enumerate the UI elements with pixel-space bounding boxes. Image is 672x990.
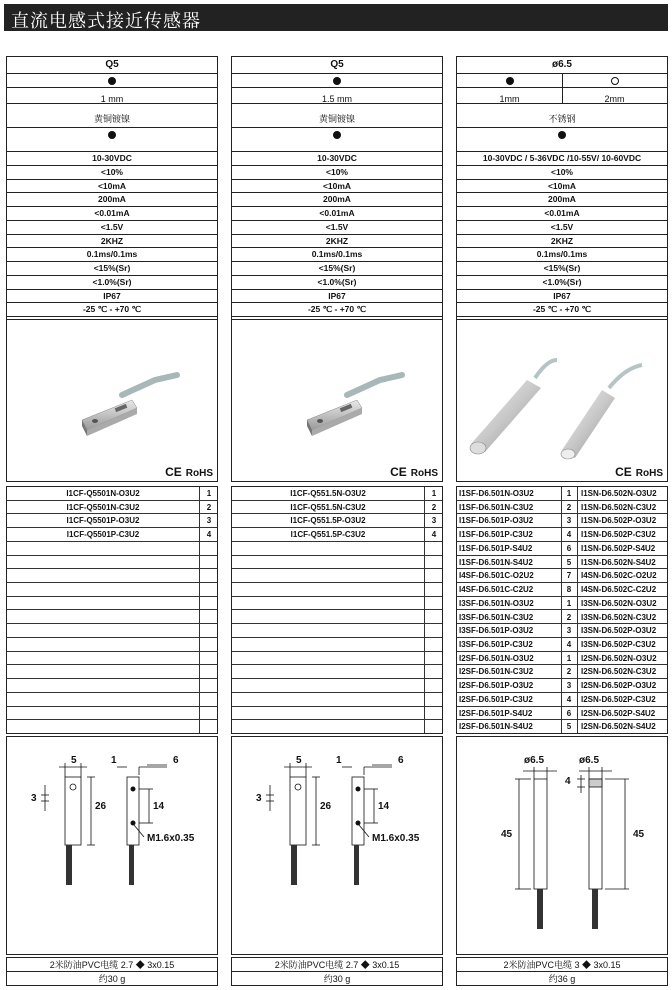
model-code-nonflush: I1SN-D6.502N-C3U2 bbox=[581, 502, 657, 512]
table-row bbox=[7, 501, 217, 515]
wiring-number: 3 bbox=[566, 516, 572, 526]
model-code-nonflush: I1SN-D6.502N-O3U2 bbox=[581, 489, 657, 498]
table-row bbox=[232, 542, 442, 556]
table-row bbox=[457, 597, 667, 611]
model-code: I3SF-D6.501P-C3U2 bbox=[459, 639, 533, 649]
table-row bbox=[457, 611, 667, 625]
spec-row: 0.1ms/0.1ms bbox=[7, 248, 217, 262]
model-code-nonflush: I3SN-D6.502N-C3U2 bbox=[581, 612, 657, 622]
table-row bbox=[7, 624, 217, 638]
spec-row: <1.5V bbox=[457, 221, 667, 235]
spec-table bbox=[231, 56, 443, 152]
model-header: ø6.5 bbox=[457, 57, 667, 74]
model-code-nonflush: I1SN-D6.502P-O3U2 bbox=[581, 516, 657, 526]
dim-hole-14: 14 bbox=[378, 801, 390, 812]
ce-mark: CE bbox=[390, 465, 407, 479]
model-code: I1CF-Q551.5N-C3U2 bbox=[290, 502, 366, 512]
model-code: I1CF-Q551.5N-O3U2 bbox=[290, 489, 366, 498]
wiring-number: 4 bbox=[566, 639, 572, 649]
output-dot-icon bbox=[108, 131, 116, 139]
table-row bbox=[232, 624, 442, 638]
table-row bbox=[232, 652, 442, 666]
table-row bbox=[457, 528, 667, 542]
model-code: I1CF-Q5501P-C3U2 bbox=[66, 530, 140, 540]
table-row bbox=[7, 583, 217, 597]
wiring-number: 2 bbox=[566, 667, 572, 677]
output-row bbox=[7, 128, 217, 142]
model-code: I1CF-Q5501N-C3U2 bbox=[66, 502, 140, 512]
spec-row: IP67 bbox=[7, 290, 217, 304]
title-bar bbox=[4, 4, 668, 31]
wiring-number: 1 bbox=[431, 489, 437, 498]
column-q5-1-5mm bbox=[231, 56, 443, 990]
table-row bbox=[457, 679, 667, 693]
divider bbox=[562, 74, 563, 87]
table-row bbox=[457, 652, 667, 666]
page-title: 直流电感式接近传感器 bbox=[11, 11, 201, 32]
wiring-number: 4 bbox=[566, 530, 572, 540]
spec-row: <10mA bbox=[232, 180, 442, 194]
spec-row: <10% bbox=[457, 166, 667, 180]
sensor-photo bbox=[457, 320, 667, 465]
model-code-nonflush: I1SN-D6.502P-C3U2 bbox=[581, 530, 656, 540]
table-row bbox=[457, 569, 667, 583]
model-code-nonflush: I2SN-D6.502P-C3U2 bbox=[581, 694, 656, 704]
dim-offset-1: 1 bbox=[336, 755, 342, 766]
model-code: I2SF-D6.501N-S4U2 bbox=[459, 722, 533, 732]
product-image-panel bbox=[231, 319, 443, 482]
model-code: I4SF-D6.501C-C2U2 bbox=[459, 585, 534, 595]
spec-row: <15%(Sr) bbox=[7, 262, 217, 276]
model-code: I3SF-D6.501N-O3U2 bbox=[459, 598, 534, 608]
mount-row bbox=[232, 74, 442, 88]
wiring-number: 7 bbox=[566, 571, 572, 581]
mount-row bbox=[7, 74, 217, 88]
table-row bbox=[232, 611, 442, 625]
spec-row: -25 ℃ - +70 ℃ bbox=[232, 303, 442, 317]
output-dot-icon bbox=[333, 131, 341, 139]
spec-row: <1.5V bbox=[7, 221, 217, 235]
table-row bbox=[232, 665, 442, 679]
flush-mount-icon bbox=[506, 77, 514, 85]
table-row bbox=[7, 679, 217, 693]
wiring-number: 1 bbox=[206, 489, 212, 498]
model-code: I1SF-D6.501N-C3U2 bbox=[459, 502, 534, 512]
spec-row: 2KHZ bbox=[232, 235, 442, 249]
model-code-nonflush: I3SN-D6.502N-O3U2 bbox=[581, 598, 657, 608]
sensor-photo bbox=[7, 320, 217, 465]
spec-row: <10mA bbox=[7, 180, 217, 194]
nonflush-mount-icon bbox=[611, 77, 619, 85]
cable-spec: 2米防油PVC电缆 2.7 ◆ 3x0.15 bbox=[231, 957, 443, 972]
divider bbox=[562, 88, 563, 103]
model-code: I2SF-D6.501P-S4U2 bbox=[459, 708, 533, 718]
spec-row: <0.01mA bbox=[232, 207, 442, 221]
model-code: I2SF-D6.501P-O3U2 bbox=[459, 681, 534, 691]
mount-row bbox=[457, 74, 667, 88]
table-row bbox=[232, 583, 442, 597]
model-code: I1CF-Q5501P-O3U2 bbox=[66, 516, 140, 526]
table-row bbox=[457, 556, 667, 570]
sensing-distance: 1.5 mm bbox=[321, 94, 352, 104]
wiring-number: 6 bbox=[566, 708, 572, 718]
model-code-nonflush: I2SN-D6.502P-O3U2 bbox=[581, 681, 657, 691]
rohs-mark: RoHS bbox=[635, 468, 663, 479]
model-code-nonflush: I3SN-D6.502P-C3U2 bbox=[581, 639, 656, 649]
table-row bbox=[232, 569, 442, 583]
model-code-nonflush: I2SN-D6.502N-C3U2 bbox=[581, 667, 657, 677]
spec-row: IP67 bbox=[457, 290, 667, 304]
wiring-number: 1 bbox=[566, 598, 572, 608]
table-row bbox=[7, 720, 217, 734]
sensing-distance-1: 1mm bbox=[499, 94, 520, 104]
table-row bbox=[457, 542, 667, 556]
cert-marks bbox=[390, 465, 438, 479]
model-code: I3SF-D6.501N-C3U2 bbox=[459, 612, 534, 622]
distance-row bbox=[7, 88, 217, 104]
table-row bbox=[457, 624, 667, 638]
ce-mark: CE bbox=[615, 465, 632, 479]
model-code-nonflush: I1SN-D6.502N-S4U2 bbox=[581, 557, 656, 567]
rohs-mark: RoHS bbox=[185, 468, 213, 479]
spec-row: 2KHZ bbox=[7, 235, 217, 249]
model-code-nonflush: I2SN-D6.502P-S4U2 bbox=[581, 708, 656, 718]
dim-width-5: 5 bbox=[296, 755, 302, 766]
model-code: I2SF-D6.501N-C3U2 bbox=[459, 667, 534, 677]
material-row: 不锈钢 bbox=[457, 112, 667, 128]
dim-pitch-6: 6 bbox=[173, 755, 179, 766]
wiring-number: 5 bbox=[566, 557, 572, 567]
table-row bbox=[7, 611, 217, 625]
dim-pitch-6: 6 bbox=[398, 755, 404, 766]
spec-row: <10% bbox=[7, 166, 217, 180]
material-row: 黄铜镀镍 bbox=[7, 112, 217, 128]
table-row bbox=[457, 583, 667, 597]
spec-table bbox=[456, 56, 668, 152]
rohs-mark: RoHS bbox=[410, 468, 438, 479]
wiring-number: 1 bbox=[566, 489, 572, 498]
spec-row: <10mA bbox=[457, 180, 667, 194]
spec-row: 10-30VDC bbox=[232, 152, 442, 166]
table-row bbox=[232, 720, 442, 734]
spec-row: <1.0%(Sr) bbox=[7, 276, 217, 290]
spec-row: <1.0%(Sr) bbox=[232, 276, 442, 290]
dim-hole-14: 14 bbox=[153, 801, 165, 812]
table-row bbox=[232, 514, 442, 528]
model-code: I1CF-Q551.5P-O3U2 bbox=[290, 516, 366, 526]
table-row bbox=[457, 487, 667, 501]
table-row bbox=[7, 487, 217, 501]
wiring-number: 4 bbox=[206, 530, 212, 540]
table-row bbox=[457, 720, 667, 734]
dim-length-26: 26 bbox=[320, 801, 332, 812]
table-row bbox=[457, 501, 667, 515]
model-list bbox=[231, 486, 443, 734]
sensing-distance-2: 2mm bbox=[604, 94, 625, 104]
spec-row: 10-30VDC bbox=[7, 152, 217, 166]
cable-spec: 2米防油PVC电缆 2.7 ◆ 3x0.15 bbox=[6, 957, 218, 972]
table-row bbox=[7, 514, 217, 528]
spec-row: <1.0%(Sr) bbox=[457, 276, 667, 290]
table-row bbox=[457, 665, 667, 679]
table-row bbox=[7, 556, 217, 570]
table-row bbox=[7, 652, 217, 666]
spec-row: 200mA bbox=[457, 193, 667, 207]
sensing-distance: 1 mm bbox=[100, 94, 124, 104]
dim-sensing-face: 4 bbox=[565, 776, 571, 787]
dimension-drawing bbox=[6, 736, 218, 955]
dimension-svg bbox=[232, 737, 442, 954]
weight: 约36 g bbox=[456, 971, 668, 986]
dimension-drawing bbox=[456, 736, 668, 955]
model-code-nonflush: I1SN-D6.502P-S4U2 bbox=[581, 543, 656, 553]
column-d6-5 bbox=[456, 56, 668, 990]
spec-row: 2KHZ bbox=[457, 235, 667, 249]
dim-thread: M1.6x0.35 bbox=[147, 833, 195, 844]
wiring-number: 2 bbox=[566, 612, 572, 622]
model-code: I1CF-Q551.5P-C3U2 bbox=[290, 530, 366, 540]
wiring-number: 4 bbox=[431, 530, 437, 540]
model-code: I4SF-D6.501C-O2U2 bbox=[459, 571, 534, 581]
model-code: I3SF-D6.501P-O3U2 bbox=[459, 626, 534, 636]
model-header: Q5 bbox=[232, 57, 442, 74]
model-code-nonflush: I3SN-D6.502P-O3U2 bbox=[581, 626, 657, 636]
table-row bbox=[7, 638, 217, 652]
spec-row: <0.01mA bbox=[7, 207, 217, 221]
wiring-number: 3 bbox=[206, 516, 212, 526]
wiring-number: 2 bbox=[431, 502, 437, 512]
dim-depth-3: 3 bbox=[31, 793, 37, 804]
flush-mount-icon bbox=[108, 77, 116, 85]
wiring-number: 2 bbox=[566, 502, 572, 512]
distance-row bbox=[232, 88, 442, 104]
table-row bbox=[457, 707, 667, 721]
spec-row: -25 ℃ - +70 ℃ bbox=[457, 303, 667, 317]
weight: 约30 g bbox=[6, 971, 218, 986]
model-header: Q5 bbox=[7, 57, 217, 74]
model-code: I1CF-Q5501N-O3U2 bbox=[66, 489, 140, 498]
spec-row: <15%(Sr) bbox=[232, 262, 442, 276]
model-code-nonflush: I2SN-D6.502N-O3U2 bbox=[581, 653, 657, 663]
table-row bbox=[7, 693, 217, 707]
product-image-panel bbox=[456, 319, 668, 482]
wiring-number: 6 bbox=[566, 543, 572, 553]
table-row bbox=[7, 569, 217, 583]
spec-row: -25 ℃ - +70 ℃ bbox=[7, 303, 217, 317]
table-row bbox=[457, 514, 667, 528]
dim-diameter-left: ø6.5 bbox=[524, 755, 545, 766]
wiring-number: 8 bbox=[566, 585, 572, 595]
dim-length-26: 26 bbox=[95, 801, 107, 812]
model-code-nonflush: I2SN-D6.502N-S4U2 bbox=[581, 722, 656, 732]
model-list bbox=[456, 486, 668, 734]
dim-length-left: 45 bbox=[501, 829, 513, 840]
weight: 约30 g bbox=[231, 971, 443, 986]
wiring-number: 5 bbox=[566, 722, 572, 732]
table-row bbox=[232, 487, 442, 501]
model-code: I1SF-D6.501P-C3U2 bbox=[459, 530, 533, 540]
wiring-number: 4 bbox=[566, 694, 572, 704]
spec-row: 200mA bbox=[7, 193, 217, 207]
spec-row: 0.1ms/0.1ms bbox=[457, 248, 667, 262]
spec-row: <10% bbox=[232, 166, 442, 180]
cert-marks bbox=[165, 465, 213, 479]
output-dot-icon bbox=[558, 131, 566, 139]
dim-diameter-right: ø6.5 bbox=[579, 755, 600, 766]
spec-row: IP67 bbox=[232, 290, 442, 304]
table-row bbox=[7, 665, 217, 679]
spec-row: <15%(Sr) bbox=[457, 262, 667, 276]
table-row bbox=[232, 501, 442, 515]
column-q5-1mm bbox=[6, 56, 218, 990]
ce-mark: CE bbox=[165, 465, 182, 479]
model-code-nonflush: I4SN-D6.502C-C2U2 bbox=[581, 585, 657, 595]
table-row bbox=[7, 597, 217, 611]
wiring-number: 3 bbox=[566, 626, 572, 636]
model-code: I1SF-D6.501P-S4U2 bbox=[459, 543, 533, 553]
table-row bbox=[457, 693, 667, 707]
dimension-svg bbox=[457, 737, 667, 954]
model-code: I1SF-D6.501N-S4U2 bbox=[459, 557, 533, 567]
dim-width-5: 5 bbox=[71, 755, 77, 766]
table-row bbox=[232, 679, 442, 693]
wiring-number: 3 bbox=[566, 681, 572, 691]
dim-offset-1: 1 bbox=[111, 755, 117, 766]
distance-row bbox=[457, 88, 667, 104]
spec-row: 10-30VDC / 5-36VDC /10-55V/ 10-60VDC bbox=[457, 152, 667, 166]
table-row bbox=[7, 528, 217, 542]
spec-row: 200mA bbox=[232, 193, 442, 207]
material-row: 黄铜镀镍 bbox=[232, 112, 442, 128]
table-row bbox=[232, 707, 442, 721]
model-code-nonflush: I4SN-D6.502C-O2U2 bbox=[581, 571, 657, 581]
model-code: I2SF-D6.501N-O3U2 bbox=[459, 653, 534, 663]
table-row bbox=[7, 542, 217, 556]
dimension-drawing bbox=[231, 736, 443, 955]
output-row bbox=[232, 128, 442, 142]
product-image-panel bbox=[6, 319, 218, 482]
sensor-photo bbox=[232, 320, 442, 465]
wiring-number: 3 bbox=[431, 516, 437, 526]
table-row bbox=[232, 528, 442, 542]
model-code: I1SF-D6.501P-O3U2 bbox=[459, 516, 534, 526]
spec-row: <0.01mA bbox=[457, 207, 667, 221]
flush-mount-icon bbox=[333, 77, 341, 85]
table-row bbox=[232, 693, 442, 707]
table-row bbox=[457, 638, 667, 652]
model-code: I1SF-D6.501N-O3U2 bbox=[459, 489, 534, 498]
model-code: I2SF-D6.501P-C3U2 bbox=[459, 694, 533, 704]
wiring-number: 2 bbox=[206, 502, 212, 512]
table-row bbox=[232, 597, 442, 611]
spec-table bbox=[6, 56, 218, 152]
dimension-svg bbox=[7, 737, 217, 954]
cert-marks bbox=[615, 465, 663, 479]
output-row bbox=[457, 128, 667, 142]
wiring-number: 1 bbox=[566, 653, 572, 663]
dim-length-right: 45 bbox=[633, 829, 645, 840]
model-list bbox=[6, 486, 218, 734]
spec-row: 0.1ms/0.1ms bbox=[232, 248, 442, 262]
cable-spec: 2米防油PVC电缆 3 ◆ 3x0.15 bbox=[456, 957, 668, 972]
table-row bbox=[232, 638, 442, 652]
table-row bbox=[7, 707, 217, 721]
dim-depth-3: 3 bbox=[256, 793, 262, 804]
dim-thread: M1.6x0.35 bbox=[372, 833, 420, 844]
spec-row: <1.5V bbox=[232, 221, 442, 235]
table-row bbox=[232, 556, 442, 570]
